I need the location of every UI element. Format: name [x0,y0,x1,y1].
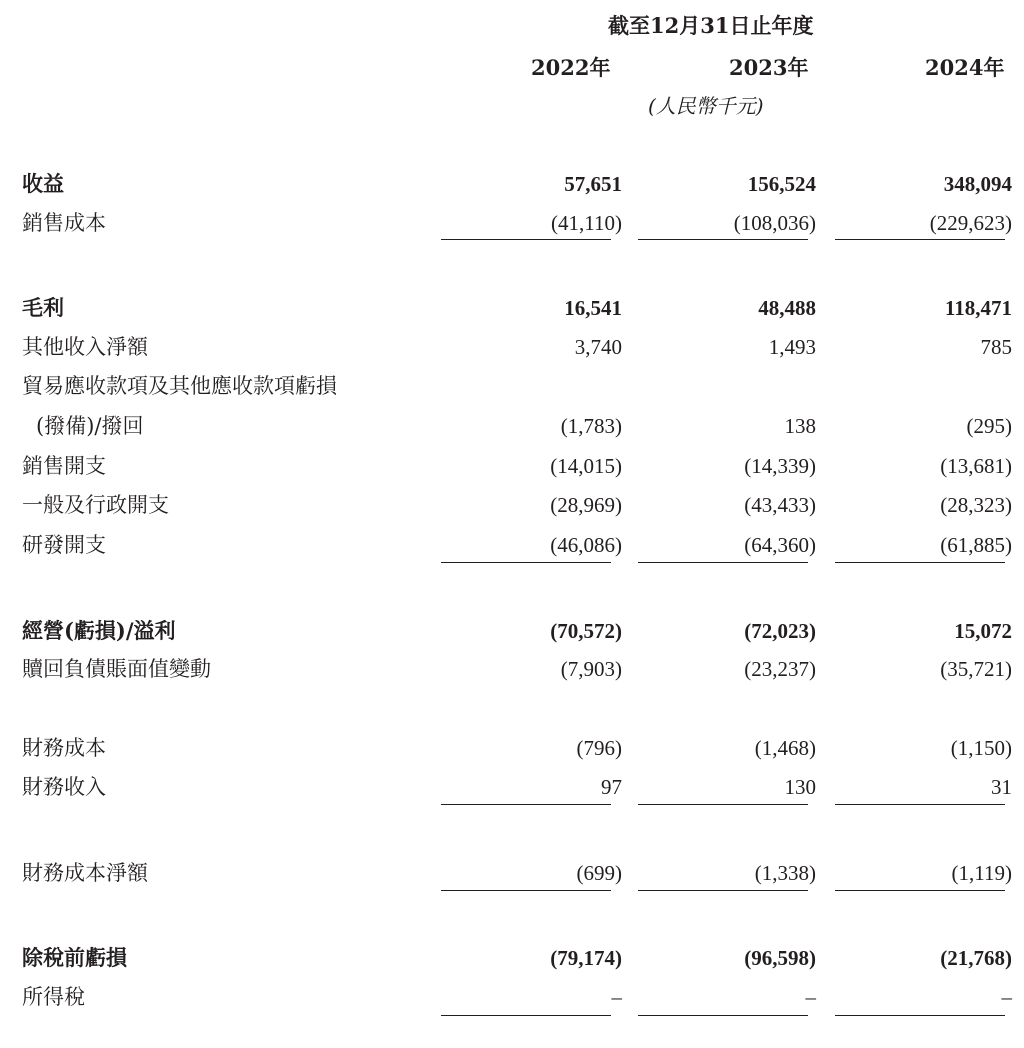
rule [638,1015,808,1016]
row-label: 一般及行政開支 [22,493,169,517]
value-2022: 57,651 [564,172,622,196]
row-label: 銷售成本 [22,211,106,235]
value-2023: 138 [784,414,816,438]
row-label: 財務收入 [22,775,106,799]
rule [835,804,1005,805]
rule [638,562,808,563]
row-label: 財務成本淨額 [22,861,148,885]
value-2022: (796) [576,736,622,760]
value-2024: 785 [980,335,1012,359]
value-2022: (46,086) [550,533,622,557]
value-2022: (14,015) [550,454,622,478]
value-2022: (41,110) [551,211,622,235]
row-label: 貿易應收款項及其他應收款項虧損 [22,374,337,398]
value-2023: 156,524 [747,172,816,196]
value-2024: – [1001,985,1012,1009]
value-2024: (1,119) [951,861,1012,885]
rule [638,890,808,891]
row-label: 銷售開支 [22,454,106,478]
rule [441,562,611,563]
value-2023: (108,036) [733,211,816,235]
value-2024: 15,072 [954,619,1012,643]
period-header: 截至12月31日止年度 [608,13,814,38]
row-other-income [0,331,1024,363]
value-2024: (61,885) [940,533,1012,557]
row-income-tax [0,981,1024,1013]
row-cost-of-sales [0,207,1024,239]
value-2023: (1,338) [754,861,816,885]
value-2023: 130 [784,775,816,799]
row-impairment-title [0,370,1024,402]
rule [835,562,1005,563]
row-label: 經營(虧損)/溢利 [22,618,176,643]
year-header-2023: 2023年 [729,55,809,80]
value-2023: (14,339) [744,454,816,478]
value-2022: (1,783) [560,414,622,438]
value-2023: (96,598) [744,946,816,970]
rule [835,239,1005,240]
value-2024: 348,094 [943,172,1012,196]
unit-label: (人民幣千元) [648,94,764,118]
rule [441,890,611,891]
value-2023: (72,023) [744,619,816,643]
value-2024: (295) [966,414,1012,438]
value-2023: (64,360) [744,533,816,557]
value-2024: (35,721) [940,657,1012,681]
value-2024: (229,623) [929,211,1012,235]
row-operating-result [0,615,1024,647]
value-2024: 31 [991,775,1012,799]
value-2022: 3,740 [574,335,622,359]
value-2023: (1,468) [754,736,816,760]
row-admin-expenses [0,489,1024,521]
row-label: 研發開支 [22,533,106,557]
row-net-finance-costs [0,857,1024,889]
row-loss-before-tax [0,942,1024,974]
value-2023: – [805,985,816,1009]
rule [441,239,611,240]
row-revenue [0,168,1024,200]
row-label: 財務成本 [22,736,106,760]
row-label: 其他收入淨額 [22,335,148,359]
value-2024: (1,150) [950,736,1012,760]
value-2024: (13,681) [940,454,1012,478]
value-2022: (699) [576,861,622,885]
value-2023: (43,433) [744,493,816,517]
rule [638,804,808,805]
value-2023: 1,493 [768,335,816,359]
row-redemption-liability-change [0,653,1024,685]
rule [441,1015,611,1016]
row-label: 除稅前虧損 [22,945,127,970]
rule [441,804,611,805]
row-rnd-expenses [0,529,1024,561]
rule [638,239,808,240]
row-label: 毛利 [22,295,64,320]
value-2022: (79,174) [550,946,622,970]
value-2022: 97 [601,775,622,799]
value-2024: (28,323) [940,493,1012,517]
value-2022: (7,903) [560,657,622,681]
year-header-2022: 2022年 [531,55,611,80]
row-finance-income [0,771,1024,803]
value-2022: (28,969) [550,493,622,517]
row-label: (撥備)/撥回 [36,414,144,438]
row-selling-expenses [0,450,1024,482]
row-label: 所得稅 [22,985,85,1009]
value-2023: 48,488 [758,296,816,320]
year-header-2024: 2024年 [925,55,1005,80]
row-label: 收益 [22,171,64,196]
value-2023: (23,237) [744,657,816,681]
row-gross-profit [0,292,1024,324]
rule [835,1015,1005,1016]
rule [835,890,1005,891]
row-impairment [0,410,1024,442]
value-2024: 118,471 [944,296,1012,320]
value-2024: (21,768) [940,946,1012,970]
value-2022: – [611,985,622,1009]
row-finance-costs [0,732,1024,764]
value-2022: 16,541 [564,296,622,320]
row-label: 贖回負債賬面值變動 [22,657,211,681]
value-2022: (70,572) [550,619,622,643]
